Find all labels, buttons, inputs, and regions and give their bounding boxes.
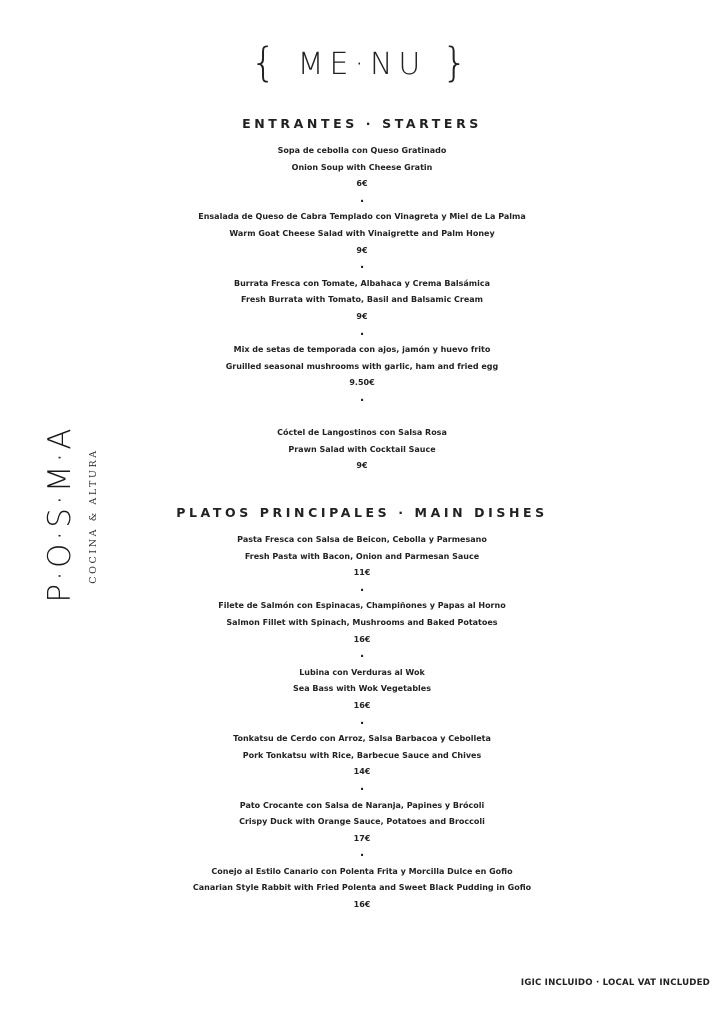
item-separator: ·: [359, 715, 365, 730]
item-name-es: Pato Crocante con Salsa de Naranja, Papines y Brócoli: [239, 800, 485, 810]
item-name-es: Mix de setas de temporada con ajos, jamón y huevo frito: [233, 345, 491, 355]
section-heading-starters: ENTRANTES · STARTERS: [242, 116, 482, 131]
menu-item: [0, 665, 724, 731]
close-brace: }: [441, 40, 474, 86]
item-name-en: Fresh Burrata with Tomato, Basil and Balsamic Cream: [241, 295, 483, 305]
item-price: 16€: [353, 900, 371, 910]
item-separator: ·: [359, 781, 365, 796]
menu-item: [0, 798, 724, 864]
item-name-en: Warm Goat Cheese Salad with Vinaigrette and Palm Honey: [229, 228, 495, 238]
menu-item: [0, 143, 724, 209]
brand-tagline: COCINA & ALTURA: [88, 448, 99, 584]
item-price: 9€: [356, 245, 368, 255]
vat-notice: IGIC INCLUIDO · LOCAL VAT INCLUDED: [520, 978, 710, 988]
open-brace: {: [250, 40, 283, 86]
item-price: 11€: [353, 568, 371, 578]
item-separator: ·: [359, 649, 365, 664]
section-heading-main-dishes: PLATOS PRINCIPALES · MAIN DISHES: [176, 505, 548, 520]
item-name-en: Sea Bass with Wok Vegetables: [293, 684, 431, 694]
item-name-es: Filete de Salmón con Espinacas, Champiñones y Papas al Horno: [218, 601, 506, 611]
item-name-en: Prawn Salad with Cocktail Sauce: [288, 444, 436, 454]
menu-item: [0, 598, 724, 664]
item-price: 6€: [356, 179, 368, 189]
item-separator: ·: [359, 582, 365, 597]
menu-title: [0, 38, 724, 90]
item-separator: ·: [359, 392, 365, 407]
item-name-en: Pork Tonkatsu with Rice, Barbecue Sauce and Chives: [242, 750, 482, 760]
item-name-en: Crispy Duck with Orange Sauce, Potatoes and Broccoli: [239, 817, 485, 827]
item-name-en: Salmon Fillet with Spinach, Mushrooms and Baked Potatoes: [226, 617, 498, 627]
item-name-es: Sopa de cebolla con Queso Gratinado: [277, 146, 447, 155]
item-name-es: Cóctel de Langostinos con Salsa Rosa: [277, 428, 447, 438]
item-price: 16€: [353, 700, 371, 710]
item-name-en: Gruilled seasonal mushrooms with garlic, ham and fried egg: [225, 361, 499, 371]
item-separator: ·: [359, 848, 365, 863]
item-name-es: Conejo al Estilo Canario con Polenta Frita y Morcilla Dulce en Gofio: [211, 866, 513, 876]
item-price: 9€: [356, 311, 368, 321]
menu-item: [0, 425, 724, 475]
item-price: 16€: [353, 634, 371, 644]
item-separator: ·: [359, 260, 365, 275]
item-price: 14€: [353, 767, 371, 777]
menu-item: [0, 276, 724, 342]
menu-title-text: ME·NU: [297, 47, 427, 82]
item-price: 17€: [353, 833, 371, 843]
menu-item: [0, 864, 724, 914]
item-name-en: Fresh Pasta with Bacon, Onion and Parmesan Sauce: [244, 551, 480, 561]
menu-item: [0, 731, 724, 797]
starters-list: [0, 143, 724, 475]
menu-item: [0, 342, 724, 408]
brand-name: P·O·S·M·A: [42, 425, 78, 603]
menu-item: [0, 532, 724, 598]
item-separator: ·: [359, 326, 365, 341]
item-name-es: Lubina con Verduras al Wok: [299, 667, 425, 677]
main-dishes-list: [0, 532, 724, 914]
menu-item: [0, 209, 724, 275]
item-price: 9.50€: [349, 378, 375, 388]
item-separator: ·: [359, 193, 365, 208]
item-name-es: Tonkatsu de Cerdo con Arroz, Salsa Barbacoa y Cebolleta: [233, 734, 491, 744]
item-name-es: Ensalada de Queso de Cabra Templado con Vinagreta y Miel de La Palma: [198, 212, 526, 222]
item-name-es: Burrata Fresca con Tomate, Albahaca y Crema Balsámica: [234, 278, 490, 288]
item-price: 9€: [356, 461, 368, 471]
item-name-es: Pasta Fresca con Salsa de Beicon, Cebolla y Parmesano: [237, 535, 487, 544]
item-name-en: Onion Soup with Cheese Gratin: [291, 162, 433, 172]
item-name-en: Canarian Style Rabbit with Fried Polenta and Sweet Black Pudding in Gofio: [192, 883, 532, 893]
